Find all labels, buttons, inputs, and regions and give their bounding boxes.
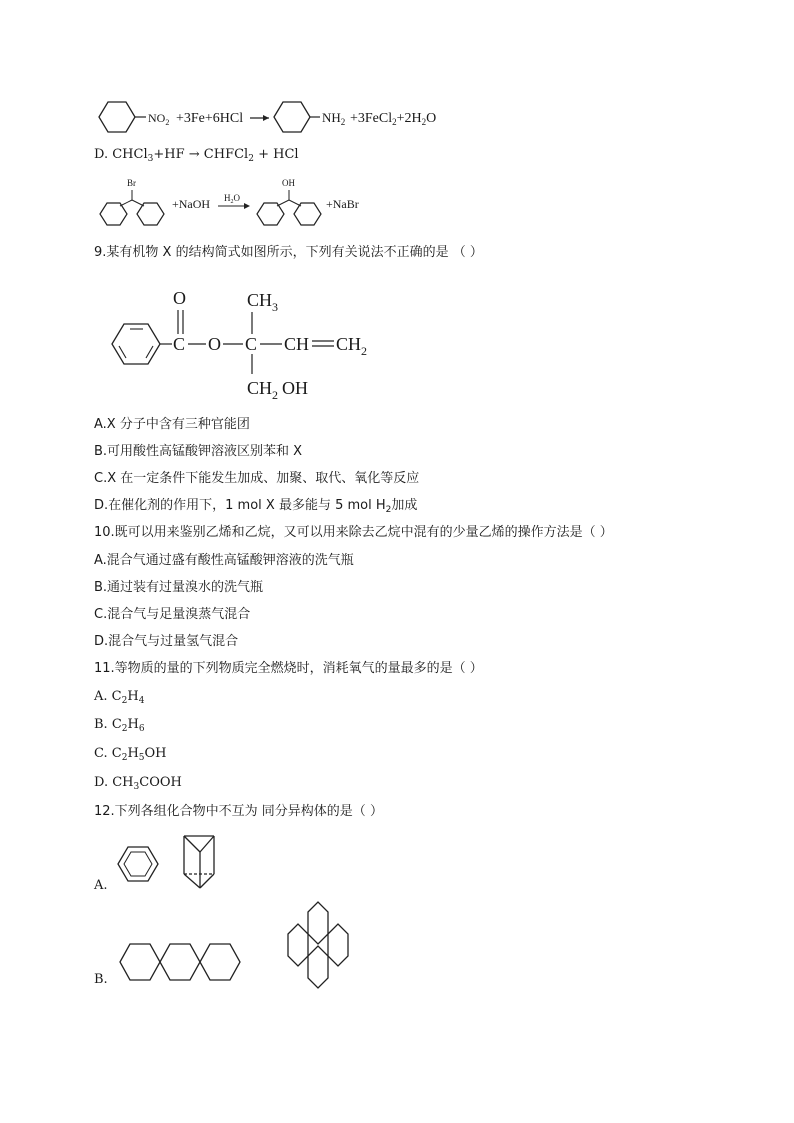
phenyl-ring <box>100 203 127 225</box>
benzene-ring-left <box>99 102 135 132</box>
q10-option-c[interactable]: C.混合气与足量溴蒸气混合 <box>94 607 251 622</box>
q9-option-c[interactable]: C.X 在一定条件下能发生加成、加聚、取代、氧化等反应 <box>94 471 420 486</box>
benzene-ring <box>112 324 160 364</box>
svg-text:O: O <box>208 334 221 354</box>
q12-option-a-structures <box>110 828 240 892</box>
svg-text:C: C <box>245 334 258 354</box>
question-12-stem: 12.下列各组化合物中不互为 同分异构体的是（ ） <box>94 804 383 819</box>
svg-text:CH3: $CH_3$ <box>247 290 279 314</box>
q10-option-d[interactable]: D.混合气与过量氢气混合 <box>94 634 239 649</box>
svg-text:+NaOH: +NaOH <box>172 197 211 211</box>
svg-text:+3FeCl2+2H2O: $+3FeCl_2+2H_2O$ <box>350 111 437 127</box>
svg-text:+3Fe+6HCl: +3Fe+6HCl <box>176 111 244 126</box>
bromide-hydrolysis-equation <box>94 170 374 232</box>
svg-text:OH: OH <box>282 178 295 188</box>
svg-text:O: O <box>173 288 186 308</box>
q9-option-b[interactable]: B.可用酸性高锰酸钾溶液区别苯和 X <box>94 444 303 459</box>
q11-option-a[interactable]: A. $C_2H_4$ <box>94 689 145 706</box>
question-9-stem: 9.某有机物 X 的结构简式如图所示，下列有关说法不正确的是 （ ） <box>94 245 483 260</box>
option-d-text: D. CHCl$_3$+HF → CHFCl$_2$ + HCl <box>94 147 299 164</box>
q9-option-d[interactable]: D.在催化剂的作用下，1 mol X 最多能与 5 mol $H_2$加成 <box>94 498 418 515</box>
svg-text:CH2OH: $CH_2$ OH <box>247 378 309 402</box>
benzene-ring-right <box>274 102 310 132</box>
nitrobenzene-reduction-equation <box>94 96 464 138</box>
q11-option-c[interactable]: C. $C_2H_5OH$ <box>94 746 167 763</box>
svg-text:CH2: $CH_2$ <box>336 334 368 358</box>
phenyl-ring <box>137 203 164 225</box>
phenyl-ring <box>257 203 284 225</box>
anthracene-skeleton <box>120 944 240 980</box>
q12-option-b-structures <box>110 896 370 992</box>
phenalene-skeleton <box>288 902 348 988</box>
q10-option-b[interactable]: B.通过装有过量溴水的洗气瓶 <box>94 580 264 595</box>
q12-option-b-label[interactable]: B. <box>94 972 108 987</box>
svg-text:NO2: $NO_2$ <box>148 111 170 127</box>
question-11-stem: 11.等物质的量的下列物质完全燃烧时，消耗氧气的量最多的是（ ） <box>94 661 483 676</box>
svg-text:CH: CH <box>284 334 310 354</box>
question-10-stem: 10.既可以用来鉴别乙烯和乙烷，又可以用来除去乙烷中混有的少量乙烯的操作方法是（ ） <box>94 525 613 540</box>
prismane-structure <box>184 836 214 888</box>
svg-text:C: C <box>173 334 186 354</box>
q9-option-a[interactable]: A.X 分子中含有三种官能团 <box>94 417 250 432</box>
q11-option-d[interactable]: D. $CH_3COOH$ <box>94 775 182 792</box>
svg-text:H2O: $H_2O$ <box>224 193 240 205</box>
svg-text:Br: Br <box>127 178 136 188</box>
compound-x-structure <box>110 284 390 402</box>
svg-text:+NaBr: +NaBr <box>326 197 359 211</box>
q12-option-a-label[interactable]: A. <box>94 878 108 893</box>
q11-option-b[interactable]: B. $C_2H_6$ <box>94 717 145 734</box>
q10-option-a[interactable]: A.混合气通过盛有酸性高锰酸钾溶液的洗气瓶 <box>94 553 354 568</box>
phenyl-ring <box>294 203 321 225</box>
svg-text:NH2: $NH_2$ <box>322 110 346 127</box>
